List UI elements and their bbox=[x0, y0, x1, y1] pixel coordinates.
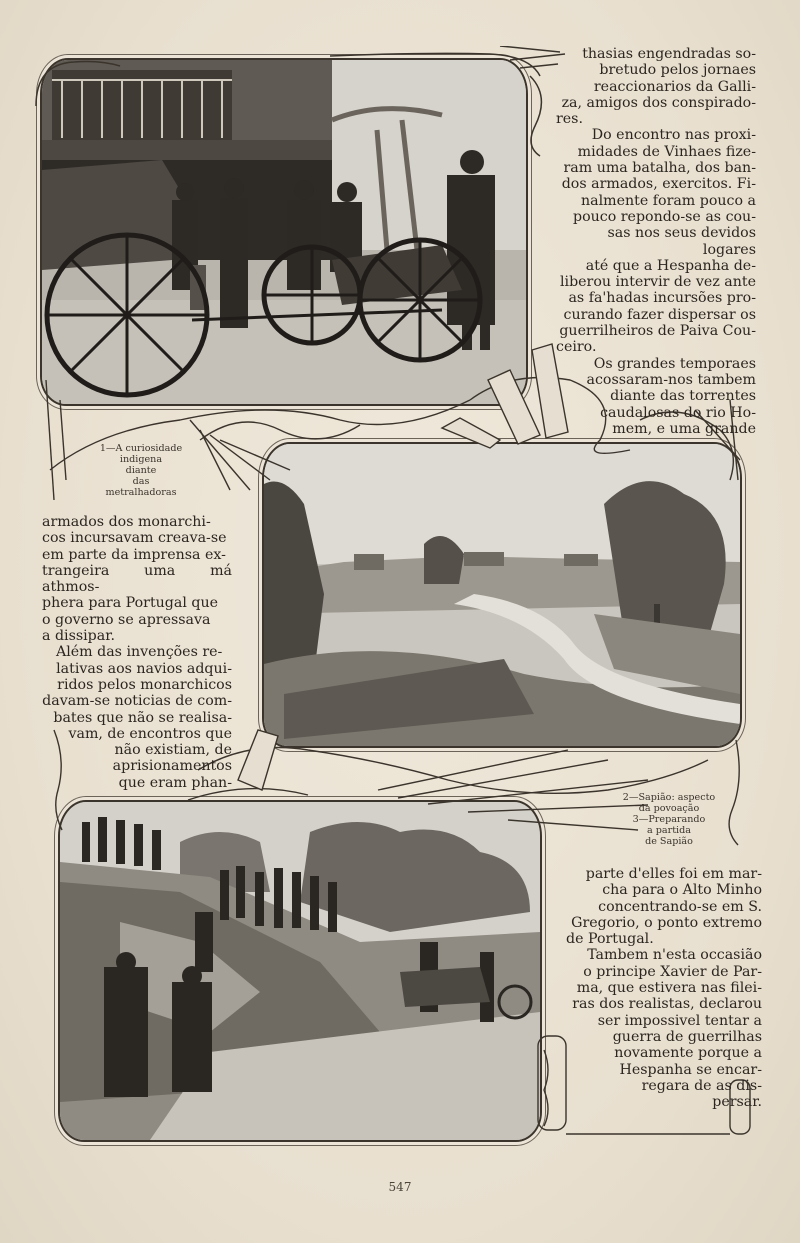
line: cha para o Alto Minho bbox=[602, 882, 762, 899]
line: a dissipar. bbox=[42, 628, 115, 645]
line: Os grandes temporaes bbox=[593, 355, 756, 372]
text-column-bottom-right bbox=[566, 866, 762, 1110]
caption-line: diante bbox=[125, 465, 157, 476]
line: de Portugal. bbox=[566, 931, 654, 948]
line: regara de as dis- bbox=[641, 1077, 762, 1094]
line: Tambem n'esta occasião bbox=[587, 947, 762, 964]
line: ridos pelos monarchicos bbox=[57, 676, 232, 693]
line: o governo se apressava bbox=[42, 611, 211, 628]
line: que eram phan- bbox=[118, 774, 232, 791]
caption-line: a partida bbox=[646, 825, 691, 836]
text-column-left-middle bbox=[42, 514, 232, 791]
caption-line: das bbox=[132, 476, 150, 487]
caption-line: de Sapião bbox=[645, 836, 693, 847]
paragraph-top-1 bbox=[556, 46, 756, 127]
line: guerra de guerrilhas bbox=[612, 1028, 762, 1045]
line: pouco repondo-se as cou- bbox=[573, 208, 756, 225]
line: concentrando-se em S. bbox=[598, 898, 762, 915]
line: ras dos realistas, declarou bbox=[572, 996, 762, 1013]
line: persar. bbox=[712, 1094, 762, 1111]
line: liberou intervir de vez ante bbox=[560, 274, 756, 291]
line: Além das invenções re- bbox=[56, 644, 223, 661]
line: não existiam, de bbox=[114, 742, 232, 759]
caption-line: metralhadoras bbox=[105, 487, 177, 498]
photo-departure-sapiao-image bbox=[60, 802, 540, 1140]
line: novamente porque a bbox=[614, 1045, 762, 1062]
line: vam, de encontros que bbox=[68, 725, 232, 742]
paragraph-top-3 bbox=[556, 356, 756, 437]
paragraph-bottom-2 bbox=[566, 947, 762, 1110]
caption-line: da povoação bbox=[638, 803, 700, 814]
caption-line: 3—Preparando bbox=[632, 814, 706, 825]
line: armados dos monarchi- bbox=[42, 514, 211, 530]
caption-photos-2-3 bbox=[614, 792, 724, 847]
paragraph-bottom-1 bbox=[566, 866, 762, 947]
line: cos incursavam creava-se bbox=[42, 530, 227, 547]
line: midades de Vinhaes fize- bbox=[577, 143, 756, 160]
line: bretudo pelos jornaes bbox=[599, 62, 756, 79]
line: ceiro. bbox=[556, 339, 597, 356]
line: caudalosas do rio Ho- bbox=[600, 404, 756, 421]
line: ma, que estivera nas filei- bbox=[576, 980, 762, 997]
paragraph-top-2 bbox=[556, 127, 756, 355]
caption-line: 1—A curiosidade bbox=[99, 443, 183, 454]
paragraph-mid-1 bbox=[42, 514, 232, 644]
line: reaccionarios da Galli- bbox=[593, 78, 756, 95]
line: res. bbox=[556, 111, 583, 128]
line: za, amigos dos conspirado- bbox=[561, 94, 756, 111]
line: o principe Xavier de Par- bbox=[583, 963, 762, 980]
caption-line: indigena bbox=[119, 454, 163, 465]
line: dos armados, exercitos. Fi- bbox=[561, 176, 756, 193]
paragraph-mid-2 bbox=[42, 644, 232, 660]
text-column-top-right bbox=[556, 46, 756, 437]
line: bates que não se realisa- bbox=[53, 709, 232, 726]
caption-photo-1 bbox=[86, 443, 196, 498]
line: nalmente foram pouco a bbox=[581, 192, 756, 209]
line: sas nos seus devidos logares bbox=[607, 225, 756, 258]
paragraph-mid-2-cont bbox=[42, 661, 232, 791]
caption-line: 2—Sapião: aspecto bbox=[622, 792, 716, 803]
line: Hespanha se encar- bbox=[619, 1061, 762, 1078]
line: Do encontro nas proxi- bbox=[591, 127, 756, 144]
photo-departure-sapiao bbox=[58, 800, 542, 1142]
line: diante das torrentes bbox=[610, 388, 756, 405]
page-number: 547 bbox=[388, 1180, 412, 1194]
line: mem, e uma grande bbox=[612, 420, 756, 437]
line: até que a Hespanha de- bbox=[585, 257, 756, 274]
line: parte d'elles foi em mar- bbox=[585, 866, 762, 882]
line: lativas aos navios adqui- bbox=[56, 660, 232, 677]
line: em parte da imprensa ex- bbox=[42, 546, 226, 563]
line: ser impossivel tentar a bbox=[597, 1012, 762, 1029]
line: phera para Portugal que bbox=[42, 595, 218, 612]
line: as fa'hadas incursões pro- bbox=[568, 290, 756, 307]
line: guerrilheiros de Paiva Cou- bbox=[559, 323, 756, 340]
line: thasias engendradas so- bbox=[582, 46, 756, 62]
line: aprisionamentos bbox=[112, 758, 232, 775]
line: Gregorio, o ponto extremo bbox=[571, 914, 762, 931]
line: ram uma batalha, dos ban- bbox=[563, 160, 756, 177]
ornament-frame-top bbox=[30, 46, 570, 158]
line: davam-se noticias de com- bbox=[42, 693, 232, 710]
ornament-frame-top-svg bbox=[30, 46, 570, 158]
line: trangeira uma má athmos- bbox=[42, 562, 232, 596]
line: curando fazer dispersar os bbox=[563, 306, 756, 323]
line: acossaram-nos tambem bbox=[586, 371, 756, 388]
